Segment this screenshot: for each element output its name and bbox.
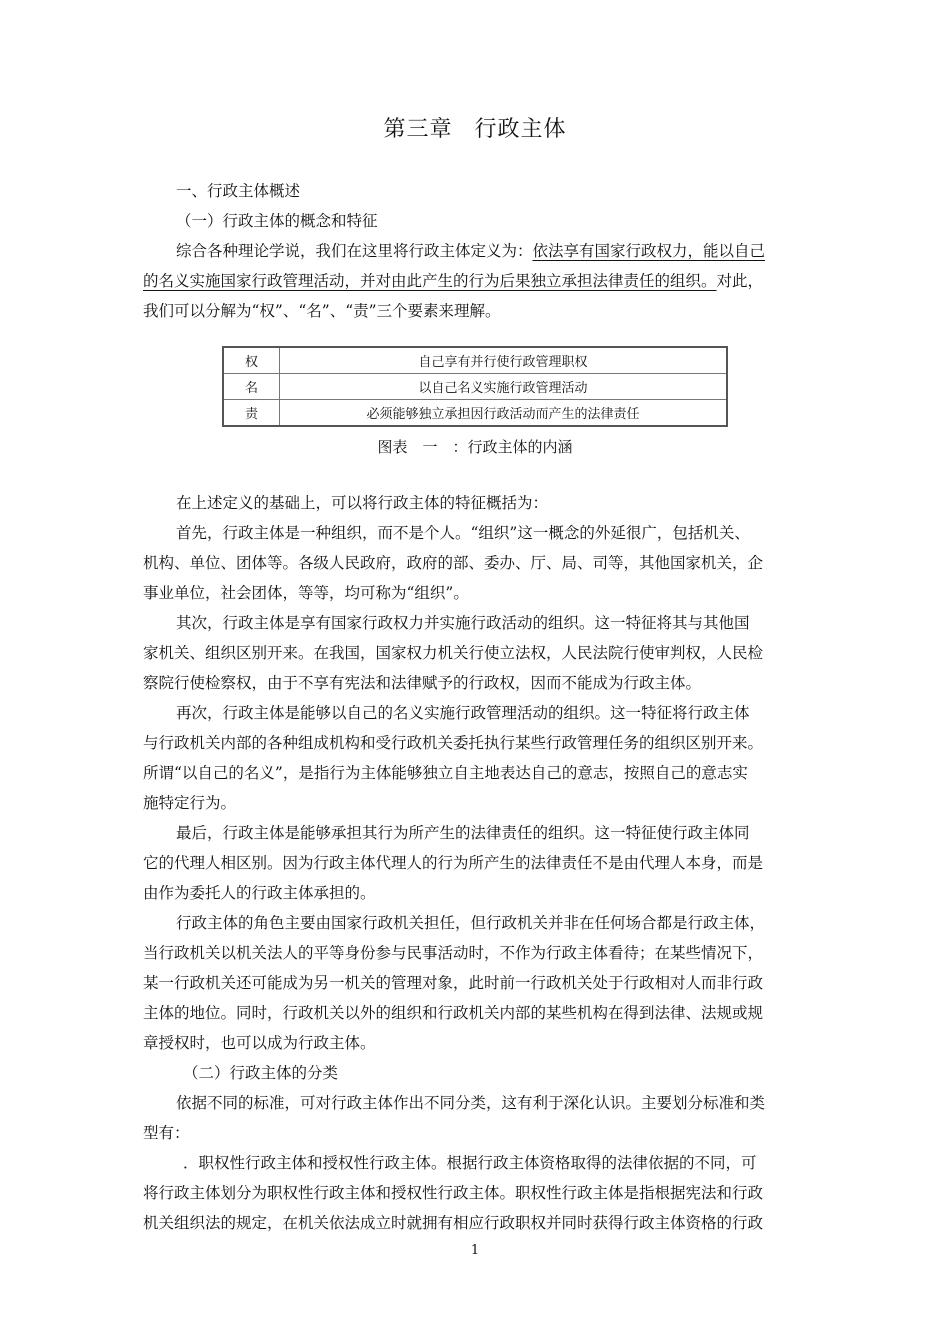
page-number: 1 (470, 1243, 480, 1258)
table-row (223, 374, 727, 400)
paragraph-line: 它的代理人相区别。因为行政主体代理人的行为所产生的法律责任不是由代理人本身，而是 (143, 854, 764, 872)
table-row (223, 347, 727, 374)
table-value-cell: 自己享有并行使行政管理职权 (280, 347, 728, 374)
paragraph-line: ．职权性行政主体和授权性行政主体。根据行政主体资格取得的法律依据的不同，可 (183, 1154, 757, 1172)
table-row (223, 400, 727, 427)
paragraph-line: 型有： (143, 1124, 190, 1142)
definition-line: 我们可以分解为“权”、“名”、“责”三个要素来理解。 (143, 302, 501, 320)
definition-underlined: 的名义实施国家行政管理活动，并对由此产生的行为后果独立承担法律责任的组织。 (143, 272, 717, 290)
paragraph-line: 章授权时，也可以成为行政主体。 (143, 1034, 376, 1052)
table-value-cell: 以自己名义实施行政管理活动 (280, 374, 728, 400)
paragraph-line: 其次，行政主体是享有国家行政权力并实施行政活动的组织。这一特征将其与其他国 (176, 614, 750, 632)
main-text (143, 488, 808, 1238)
paragraph-line: 机构、单位、团体等。各级人民政府，政府的部、委办、厅、局、司等，其他国家机关，企 (143, 554, 764, 572)
paragraph-line: 由作为委托人的行政主体承担的。 (143, 884, 376, 902)
paragraph-line: 所谓“以自己的名义”，是指行为主体能够独立自主地表达自己的意志，按照自己的意志实 (143, 764, 748, 782)
paragraph-line: 最后，行政主体是能够承担其行为所产生的法律责任的组织。这一特征使行政主体同 (176, 824, 750, 842)
paragraph-line: 再次，行政主体是能够以自己的名义实施行政管理活动的组织。这一特征将行政主体 (176, 704, 750, 722)
table-key-cell: 名 (223, 374, 280, 400)
paragraph-line: 将行政主体划分为职权性行政主体和授权性行政主体。职权性行政主体是指根据宪法和行政 (143, 1184, 764, 1202)
paragraph-line: 在上述定义的基础上，可以将行政主体的特征概括为： (176, 494, 549, 512)
paragraph-line: 与行政机关内部的各种组成机构和受行政机关委托执行某些行政管理任务的组织区别开来。 (143, 734, 764, 752)
paragraph-line: 事业单位，社会团体，等等，均可称为“组织”。 (143, 584, 469, 602)
subsection-heading: （一）行政主体的概念和特征 (176, 212, 378, 230)
elements-table (222, 346, 728, 427)
definition-line: 的名义实施国家行政管理活动，并对由此产生的行为后果独立承担法律责任的组织。对此， (143, 272, 764, 290)
table-key-cell: 责 (223, 400, 280, 427)
paragraph-line: 机关组织法的规定，在机关依法成立时就拥有相应行政职权并同时获得行政主体资格的行政 (143, 1214, 764, 1232)
definition-underlined: 依法享有国家行政权力，能以自己 (532, 242, 766, 260)
paragraph-line: 依据不同的标准，可对行政主体作出不同分类，这有利于深化认识。主要划分标准和类 (176, 1094, 766, 1112)
chapter-title (0, 112, 950, 143)
paragraph-line: 某一行政机关还可能成为另一机关的管理对象，此时前一行政机关处于行政相对人而非行政 (143, 974, 764, 992)
paragraph-line: 当行政机关以机关法人的平等身份参与民事活动时，不作为行政主体看待；在某些情况下， (143, 944, 764, 962)
paragraph-line: 察院行使检察权，由于不享有宪法和法律赋予的行政权，因而不能成为行政主体。 (143, 674, 702, 692)
paragraph-line: 家机关、组织区别开来。在我国，国家权力机关行使立法权，人民法院行使审判权，人民检 (143, 644, 764, 662)
table-key-cell: 权 (223, 347, 280, 374)
paragraph-line: 首先，行政主体是一种组织，而不是个人。“组织”这一概念的外延很广，包括机关、 (176, 524, 750, 542)
paragraph-line: 行政主体的角色主要由国家行政机关担任，但行政机关并非在任何场合都是行政主体， (176, 914, 766, 932)
paragraph-line: 施特定行为。 (143, 794, 237, 812)
paragraph-line: 主体的地位。同时，行政机关以外的组织和行政机关内部的某些机构在得到法律、法规或规 (143, 1004, 764, 1022)
intro-block (143, 176, 808, 326)
chapter-name: 行政主体 (474, 117, 567, 142)
table-value-cell: 必须能够独立承担因行政活动而产生的法律责任 (280, 400, 728, 427)
section-heading: 一、行政主体概述 (176, 182, 301, 200)
paragraph-line: （二）行政主体的分类 (183, 1064, 339, 1082)
definition-line: 综合各种理论学说，我们在这里将行政主体定义为：依法享有国家行政权力，能以自己 (176, 242, 766, 260)
chapter-number: 第三章 (383, 117, 453, 142)
table-caption: 图表 一 ：行政主体的内涵 (377, 438, 573, 456)
